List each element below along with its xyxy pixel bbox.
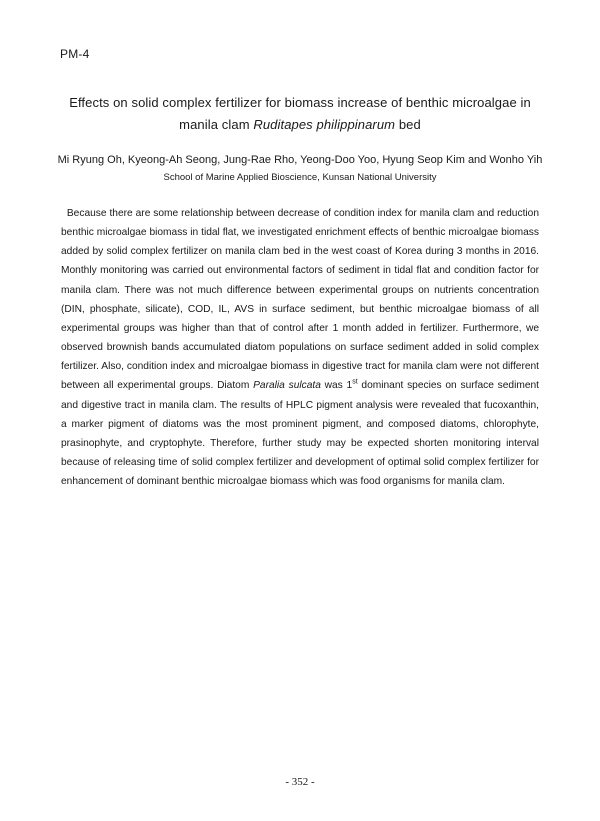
session-code: PM-4 — [60, 47, 90, 61]
page-number: - 352 - — [285, 776, 315, 788]
author-list: Mi Ryung Oh, Kyeong-Ah Seong, Jung-Rae Rho, Yeong-Doo Yoo, Hyung Seop Kim and Wonho Yih — [57, 154, 543, 166]
affiliation: School of Marine Applied Bioscience, Kunsan National University — [163, 172, 437, 183]
abstract-text-part-2: was 1 — [320, 380, 353, 392]
paper-title — [40, 92, 560, 136]
title-line-1: Effects on solid complex fertilizer for biomass increase of benthic microalgae in — [69, 95, 531, 110]
title-line-2-prefix: manila clam — [179, 117, 254, 132]
abstract-text-part-3: dominant species on surface sediment and digestive tract in manila clam. The results of HPLC pigment analysis were revealed that fucoxanthin, a marker pigment of diatoms was the most prominent pigment, and composed diatoms, chlorophyte, prasinophyte, and cryptophyte. Therefore, further study may be expected shorten monitoring interval because of releasing time of solid complex fertilizer and development of optimal solid complex fertilizer for enhancement of dominant benthic microalgae biomass which was food organisms for manila clam. — [61, 380, 539, 488]
title-species-name: Ruditapes philippinarum — [253, 117, 396, 132]
abstract-body — [61, 204, 539, 491]
abstract-text-part-1: Because there are some relationship between decrease of condition index for manila clam and reduction benthic microalgae biomass in tidal flat, we investigated enrichment effects of benthic microalgae biomass added by solid complex fertilizer on manila clam bed in the west coast of Korea during 3 months in 2016. Monthly monitoring was carried out environmental factors of sediment in tidal flat and condition factor for manila clam. There was not much difference between experimental groups on nutrients concentration (DIN, phosphate, silicate), COD, IL, AVS in surface sediment, but benthic microalgae biomass of all experimental groups was higher than that of control after 1 month added in fertilizer. Furthermore, we observed brownish bands accumulated diatom populations on surface sediment added in solid complex fertilizer. Also, condition index and microalgae biomass in digestive tract for manila clam were not different between all experimental groups. Diatom — [61, 208, 539, 392]
species-genus: Paralia — [253, 380, 285, 392]
ordinal-superscript: st — [352, 379, 358, 387]
species-epithet: sulcata — [288, 380, 321, 392]
title-line-2-suffix: bed — [395, 117, 421, 132]
